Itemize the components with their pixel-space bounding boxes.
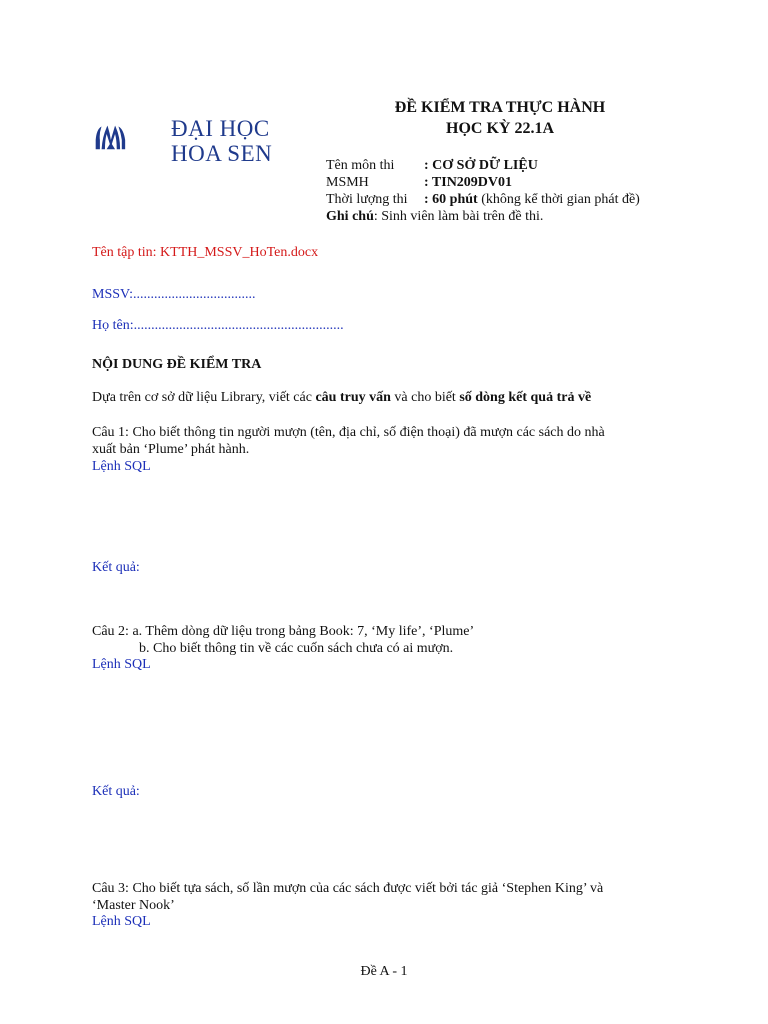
subject-value: : CƠ SỞ DỮ LIỆU (424, 158, 538, 173)
section-title: NỘI DUNG ĐỀ KIỂM TRA (92, 357, 262, 372)
intro-text (92, 390, 591, 406)
page-footer: Đề A - 1 (360, 964, 408, 979)
logo-text (171, 116, 272, 166)
intro-part1: Dựa trên cơ sở dữ liệu Library, viết các (92, 390, 316, 405)
logo-line2: HOA SEN (171, 141, 273, 166)
intro-bold2: số dòng kết quả trả về (459, 390, 592, 405)
q2-line1: Câu 2: a. Thêm dòng dữ liệu trong bảng Book: 7, ‘My life’, ‘Plume’ (92, 624, 475, 639)
q2-sql-label: Lệnh SQL (92, 657, 151, 672)
code-row (326, 175, 512, 191)
note-row (326, 209, 543, 225)
exam-title: ĐỀ KIỂM TRA THỰC HÀNH (394, 99, 606, 116)
duration-note: (không kể thời gian phát đề) (477, 192, 640, 207)
intro-bold1: câu truy vấn (315, 390, 391, 405)
q1-sql-label: Lệnh SQL (92, 459, 151, 474)
subject-label: Tên môn thi (326, 158, 395, 173)
duration-label: Thời lượng thi (326, 192, 408, 207)
duration-value: : 60 phút (424, 192, 478, 207)
code-label: MSMH (326, 175, 369, 190)
hoa-sen-logo (94, 104, 174, 170)
name-field[interactable]: Họ tên:............................................................ (92, 318, 344, 333)
semester-title: HỌC KỲ 22.1A (446, 120, 554, 137)
duration-row (326, 192, 640, 208)
q2-result-label: Kết quả: (92, 784, 140, 799)
q1-line2: xuất bản ‘Plume’ phát hành. (92, 442, 250, 457)
note-text: : Sinh viên làm bài trên đề thi. (373, 209, 544, 224)
subject-row (326, 158, 538, 174)
q3-line1: Câu 3: Cho biết tựa sách, số lần mượn của các sách được viết bởi tác giả ‘Stephen King’ và (92, 881, 604, 896)
q3-sql-label: Lệnh SQL (92, 914, 151, 929)
code-value: : TIN209DV01 (424, 175, 513, 190)
lotus-icon (96, 126, 125, 150)
mssv-field[interactable]: MSSV:................................... (92, 287, 256, 302)
q2-line2: b. Cho biết thông tin về các cuốn sách chưa có ai mượn. (139, 641, 454, 656)
logo-line1: ĐẠI HỌC (171, 116, 270, 141)
intro-part2: và cho biết (390, 390, 460, 405)
q1-line1: Câu 1: Cho biết thông tin người mượn (tên, địa chỉ, số điện thoại) đã mượn các sách do nhà (92, 425, 605, 440)
q1-result-label: Kết quả: (92, 560, 140, 575)
note-label: Ghi chú (326, 209, 374, 224)
file-name: Tên tập tin: KTTH_MSSV_HoTen.docx (92, 245, 319, 260)
q3-line2: ‘Master Nook’ (92, 898, 175, 913)
